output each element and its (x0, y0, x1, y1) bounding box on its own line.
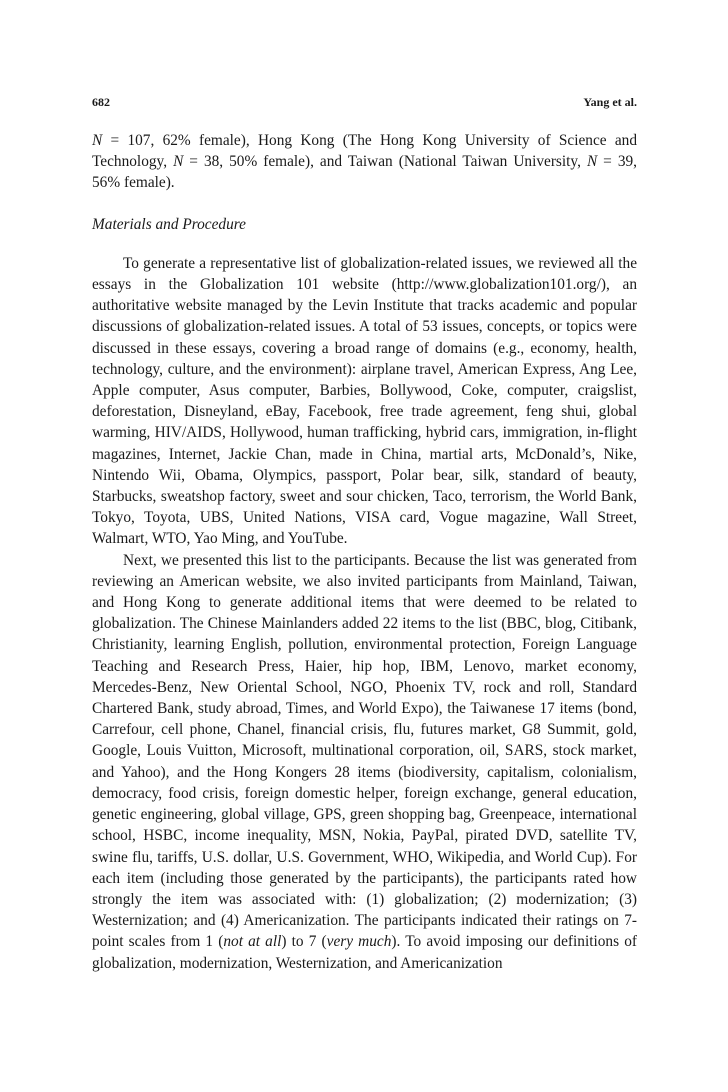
procedure-text-c: ). To avoid imposing our definitions of globalization, modernization, Westernization, and Americanization (92, 933, 637, 972)
page-number: 682 (92, 95, 110, 109)
procedure-text-a: Next, we presented this list to the participants. Because the list was generated from reviewing an American website, we also invited participants from Mainland, Taiwan, and Hong Kong to generate additional items that were deemed to be related to globalization. The Chinese Mainlanders added 22 items to the list (BBC, blog, Citibank, Christianity, learning English, pollution, environmental protection, Foreign Language Teaching and Research Press, Haier, hip hop, IBM, Lenovo, market economy, Mercedes-Benz, New Oriental School, NGO, Phoenix TV, rock and roll, Standard Chartered Bank, study abroad, Times, and World Expo), the Taiwanese 17 items (bond, Carrefour, cell phone, Chanel, financial crisis, flu, futures market, G8 Summit, gold, Google, Louis Vuitton, Microsoft, multinational corporation, oil, SARS, stock market, and Yahoo), and the Hong Kongers 28 items (biodiversity, capitalism, colonialism, democracy, food crisis, foreign domestic helper, foreign exchange, general education, genetic engineering, global village, GPS, green shopping bag, Greenpeace, international school, HSBC, income inequality, MSN, Nokia, PayPal, pirated DVD, satellite TV, swine flu, tariffs, U.S. dollar, U.S. Government, WHO, Wikipedia, and World Cup). For each item (including those generated by the participants), the participants rated how strongly the item was associated with: (1) globalization; (2) modernization; (3) Westernization; and (4) Americanization. The participants indicated their ratings on 7-point scales from 1 ( (92, 551, 637, 951)
sample-size-var-2: N (173, 153, 184, 171)
running-header (92, 94, 637, 110)
sample-text-2: = 38, 50% female), and Taiwan (National Taiwan University, (183, 153, 587, 171)
sample-size-var-1: N (92, 132, 103, 149)
continued-paragraph (92, 130, 637, 194)
paragraph-procedure (92, 550, 637, 974)
sample-text-3: = 39, 56% female). (92, 153, 637, 192)
paragraph-item-list: To generate a representative list of globalization-related issues, we reviewed all the essays in the Globalization 101 website (http://www.globalization101.org/), an authoritative website managed by the Levin Institute that tracks academic and popular discussions of globalization-related issues. A total of 53 issues, concepts, or topics were discussed in these essays, covering a broad range of domains (e.g., economy, health, technology, culture, and the environment): airplane travel, American Express, Ang Lee, Apple computer, Asus computer, Barbies, Bollywood, Coke, computer, craigslist, deforestation, Disneyland, eBay, Facebook, free trade agreement, feng shui, global warming, HIV/AIDS, Hollywood, human trafficking, hybrid cars, immigration, in-flight magazines, Internet, Jackie Chan, made in China, martial arts, McDonald’s, Nike, Nintendo Wii, Obama, Olympics, passport, Polar bear, silk, standard of beauty, Starbucks, sweatshop factory, sweet and sour chicken, Taco, terrorism, the World Bank, Tokyo, Toyota, UBS, United Nations, VISA card, Vogue magazine, Wall Street, Walmart, WTO, Yao Ming, and YouTube. (92, 254, 637, 548)
sample-size-var-3: N (586, 153, 598, 171)
scale-high-anchor: very much (326, 933, 392, 951)
document-page (92, 94, 637, 974)
running-author: Yang et al. (583, 95, 637, 109)
sample-text-1: = 107, 62% female), Hong Kong (The Hong Kong University of Science and Technology, (92, 132, 637, 171)
procedure-text-b: ) to 7 ( (281, 933, 327, 951)
scale-low-anchor: not at all (223, 933, 282, 951)
section-heading: Materials and Procedure (92, 215, 246, 233)
